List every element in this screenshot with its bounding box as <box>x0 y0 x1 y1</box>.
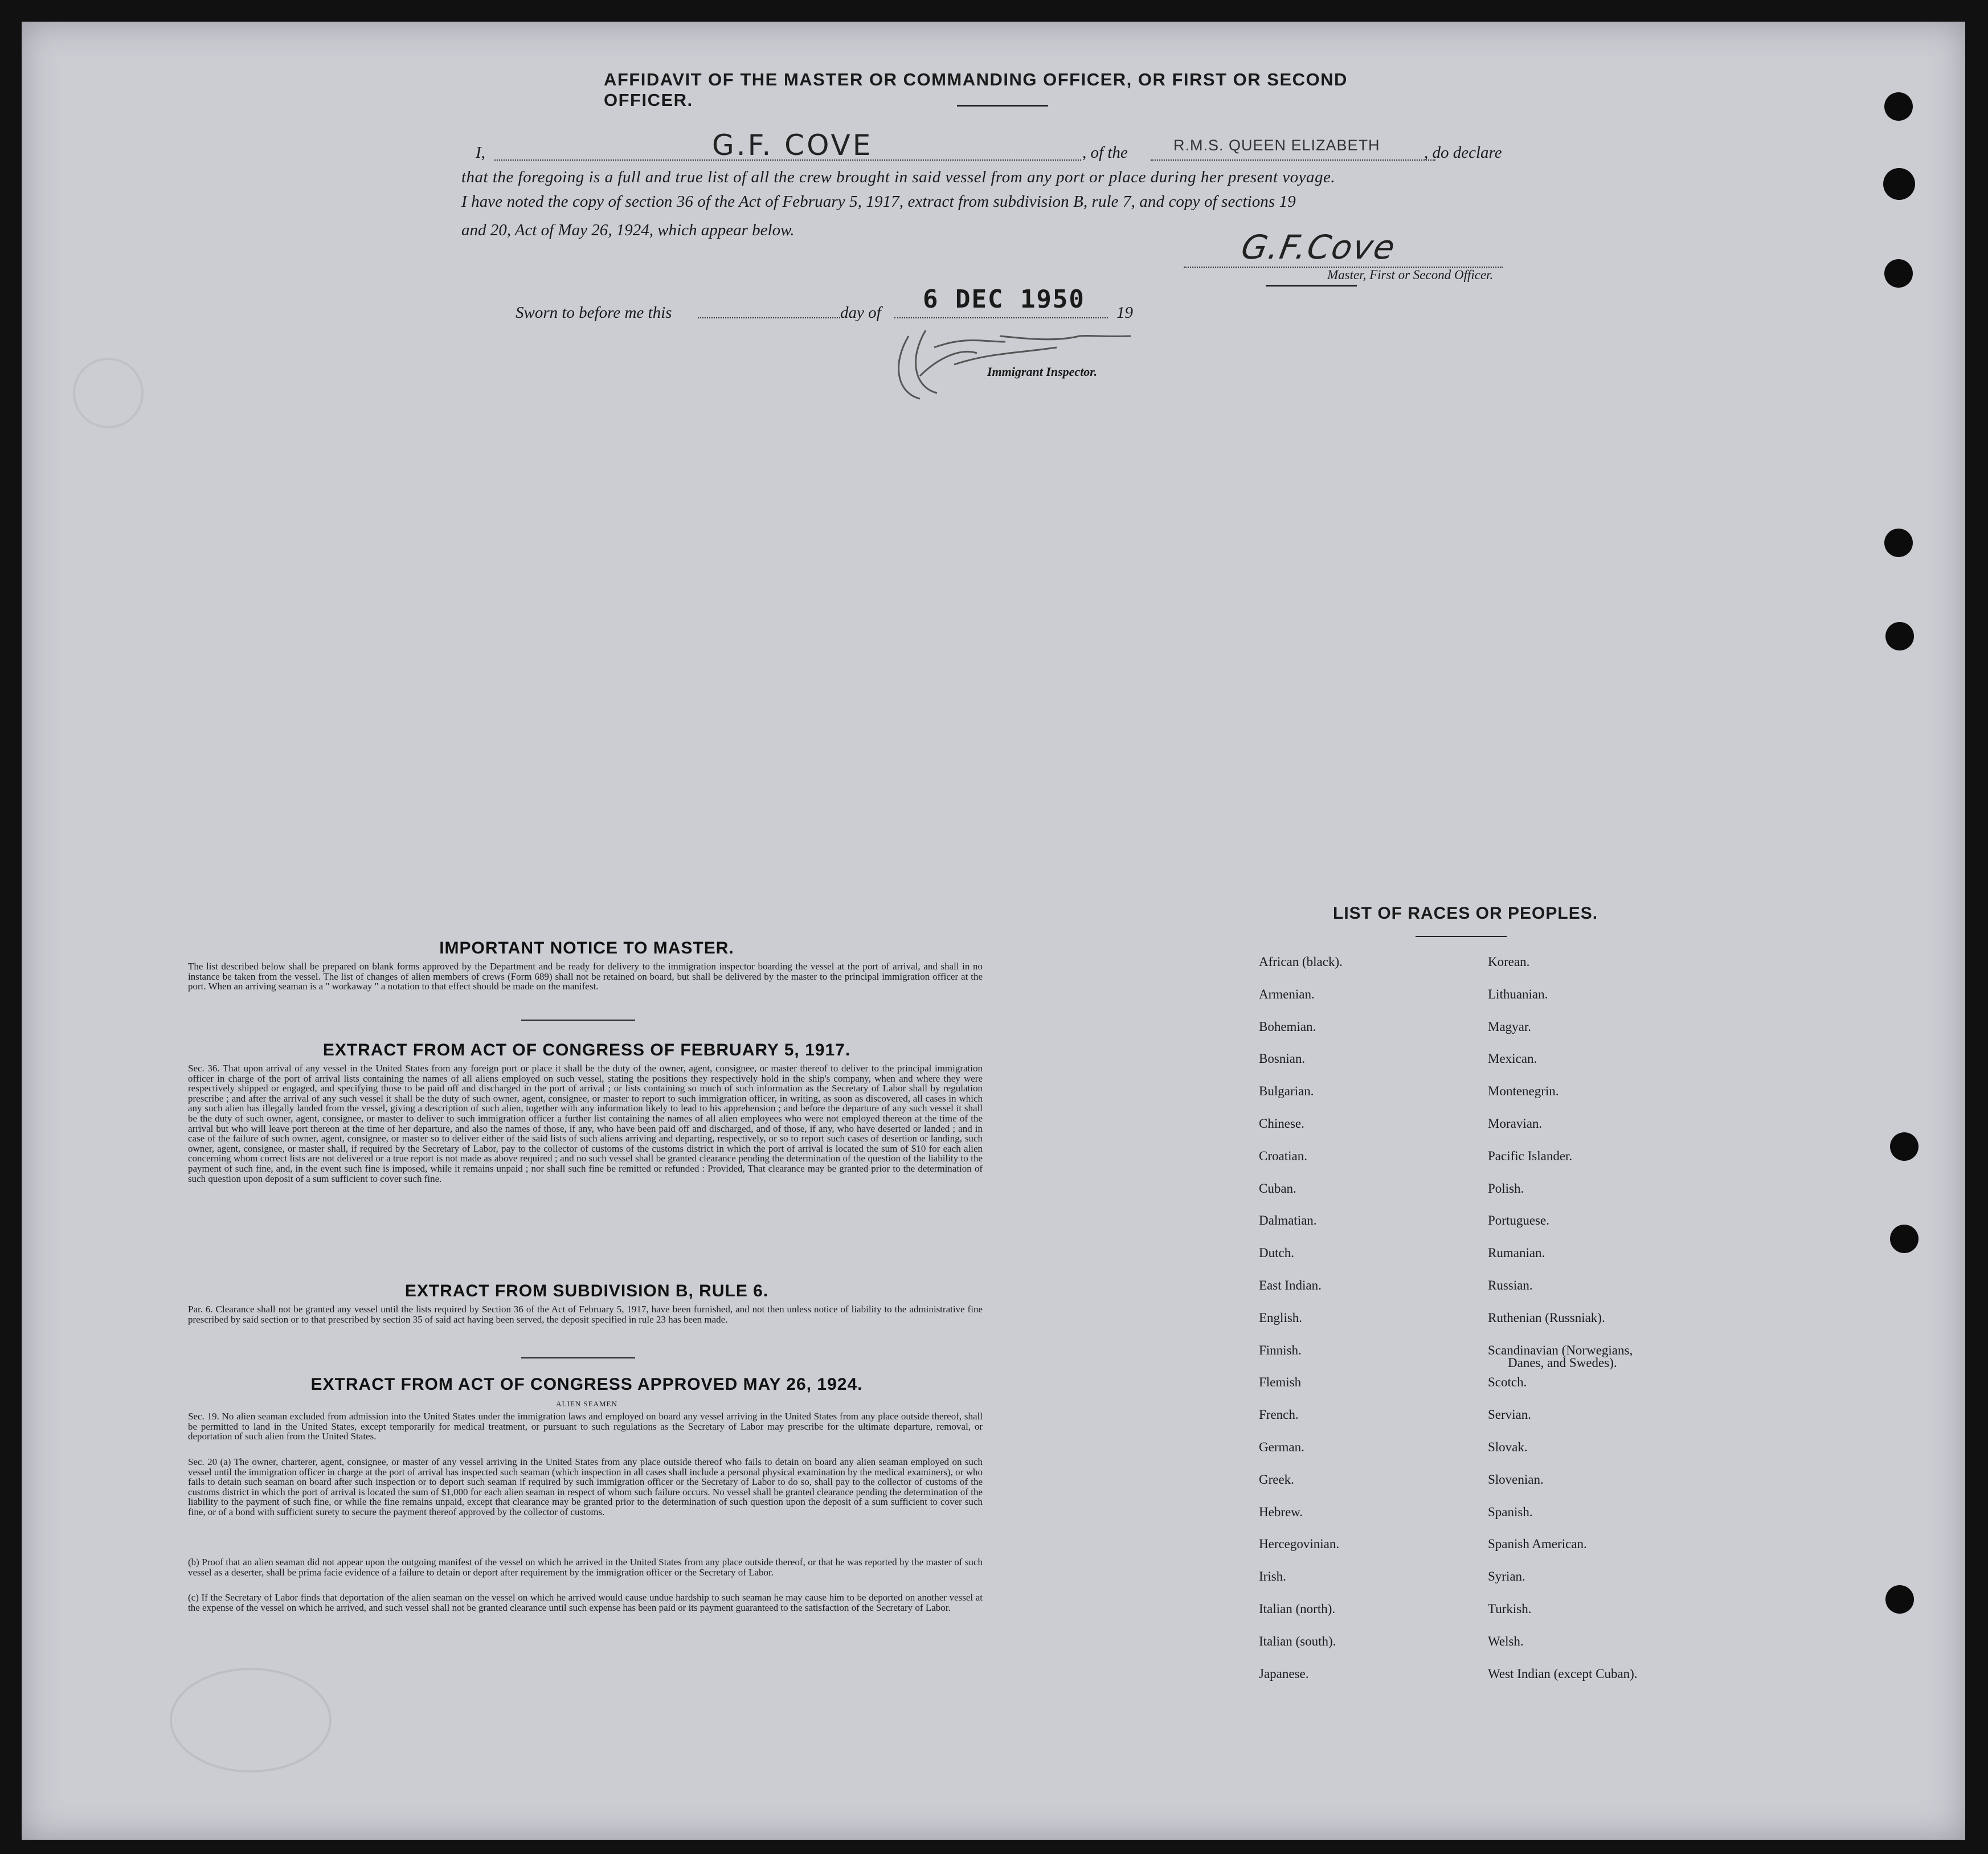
binder-hole <box>1884 529 1913 557</box>
binder-hole <box>1884 259 1913 288</box>
race-item: West Indian (except Cuban). <box>1488 1666 1638 1681</box>
date-stamp: 6 DEC 1950 <box>923 285 1085 314</box>
name-handwritten: G.F. COVE <box>712 129 873 162</box>
races-title: LIST OF RACES OR PEOPLES. <box>1333 904 1598 923</box>
race-item: Spanish. <box>1488 1504 1533 1519</box>
master-signature: G.F.Cove <box>1238 228 1399 267</box>
races-divider <box>1416 936 1507 937</box>
race-item: Irish. <box>1259 1569 1286 1584</box>
affidavit-title: AFFIDAVIT OF THE MASTER OR COMMANDING OFFICER, OR FIRST OR SECOND OFFICER. <box>604 69 1348 110</box>
faint-stamp-mark <box>165 1663 336 1777</box>
race-item: Dalmatian. <box>1259 1213 1317 1228</box>
alien-seamen-subtitle: ALIEN SEAMEN <box>556 1399 617 1408</box>
race-item: Finnish. <box>1259 1343 1302 1357</box>
declaration-line-2: I have noted the copy of section 36 of the Act of February 5, 1917, extract from subdivision B, rule 7, and copy of sections 19 <box>461 193 1296 211</box>
race-item: Rumanian. <box>1488 1246 1545 1260</box>
race-item: Mexican. <box>1488 1051 1537 1066</box>
race-item: Armenian. <box>1259 987 1315 1001</box>
race-item: Japanese. <box>1259 1666 1309 1681</box>
race-item: Bulgarian. <box>1259 1084 1314 1099</box>
race-item: Lithuanian. <box>1488 987 1548 1001</box>
scandinavian-continuation: Danes, and Swedes). <box>1508 1356 1617 1370</box>
vessel-line <box>1151 159 1435 161</box>
inspector-signature <box>886 313 1136 404</box>
sec20a-body: Sec. 20 (a) The owner, charterer, agent, consignee, or master of any vessel arriving in the United States from any place outside thereof who fails to detain on board any alien seaman employed on such vessel until the immigration officer in charge at the port of arrival has inspected such seaman (which inspection in all cases shall include a personal physical examination by the medical examiners), or who fails to detain such seaman on board after such inspection or to deport such seaman if required by such immigration officer or the Secretary of Labor to do so, shall pay to the collector of customs of the customs district in which the port of arrival is located the sum of $1,000 for each alien seaman in respect of whom such failure occurs. No vessel shall be granted clearance pending the determination of the liability to the payment of such fine, or while the fine remains unpaid, except that clearance may be granted prior to the determination of such question upon the deposit of a sum sufficient to cover such fine, or of a bond with sufficient surety to secure the payment thereof approved by the collector of customs. <box>188 1456 983 1517</box>
race-item: Greek. <box>1259 1472 1294 1487</box>
binder-hole <box>1890 1225 1919 1253</box>
vessel-name: R.M.S. QUEEN ELIZABETH <box>1173 137 1380 154</box>
race-item: English. <box>1259 1310 1303 1325</box>
binder-hole <box>1890 1132 1919 1161</box>
race-item: Slovenian. <box>1488 1472 1544 1487</box>
race-item: Montenegrin. <box>1488 1084 1559 1099</box>
sworn-day-line <box>698 317 840 318</box>
race-item: Russian. <box>1488 1278 1533 1292</box>
sec20b-body: (b) Proof that an alien seaman did not appear upon the outgoing manifest of the vessel on which he arrived in the United States from any place outside thereof, or that he was reported by the master of such vessel as a deserter, shall be prima facie evidence of a failure to detain or deport after requirement by the immigration officer or the Secretary of Labor. <box>188 1557 983 1578</box>
declaration-line-1: that the foregoing is a full and true list of all the crew brought in said vessel from any port or place during her present voyage. <box>461 168 1336 186</box>
race-item: Moravian. <box>1488 1116 1543 1131</box>
signature-caption: Master, First or Second Officer. <box>1327 268 1494 282</box>
race-item: Croatian. <box>1259 1148 1307 1163</box>
i-label: I, <box>476 144 485 162</box>
race-item: Dutch. <box>1259 1246 1294 1260</box>
race-item: Korean. <box>1488 955 1530 969</box>
declaration-line-3: and 20, Act of May 26, 1924, which appear below. <box>461 221 795 239</box>
year-suffix: 19 <box>1116 304 1133 322</box>
race-item: Servian. <box>1488 1407 1532 1422</box>
race-item: Italian (south). <box>1259 1634 1336 1648</box>
race-item: East Indian. <box>1259 1278 1322 1292</box>
do-declare: , do declare <box>1424 144 1502 162</box>
binder-hole <box>1883 168 1915 200</box>
race-item: Spanish American. <box>1488 1537 1587 1552</box>
signature-underline <box>1266 285 1357 287</box>
race-item: Magyar. <box>1488 1019 1532 1034</box>
binder-hole <box>1884 92 1913 121</box>
race-item: Welsh. <box>1488 1634 1524 1648</box>
race-item: Portuguese. <box>1488 1213 1549 1228</box>
race-item: Polish. <box>1488 1181 1524 1196</box>
extract-rule6-body: Par. 6. Clearance shall not be granted any vessel until the lists required by Section 36 of the Act of February 5, 1917, have been furnished, and not then unless notice of liability to the administrative fine prescribed by said section or to that prescribed by section 35 of said act having been served, the deposit specified in rule 23 has been made. <box>188 1304 983 1325</box>
race-item: Bosnian. <box>1259 1051 1306 1066</box>
race-item: Scotch. <box>1488 1375 1527 1390</box>
race-item: Cuban. <box>1259 1181 1296 1196</box>
inspector-caption: Immigrant Inspector. <box>987 365 1098 379</box>
race-item: Bohemian. <box>1259 1019 1316 1034</box>
title-divider <box>957 105 1048 107</box>
sworn-label: Sworn to before me this <box>516 304 672 322</box>
race-item: Italian (north). <box>1259 1602 1336 1616</box>
extract-1917-body: Sec. 36. That upon arrival of any vessel in the United States from any foreign port or place it shall be the duty of the owner, agent, consignee, or master thereof to deliver to the principal immigration officer in charge of the port of arrival lists containing the names of all aliens employed on such vessel, stating the positions they respectively hold in the ship's company, when and where they were respectively shipped or engaged, and specifying those to be paid off and discharged in the port of arrival ; or lists containing so much of such information as the Secretary of Labor shall by regulation prescribe ; and after the arrival of any such vessel it shall be the duty of such owner, agent, consignee, or master to report to such immigration officer, in writing, as soon as discovered, all cases in which any such alien has illegally landed from the vessel, giving a description of such alien, together with any information likely to lead to his apprehension ; and before the departure of any such vessel it shall be the duty of such owner, agent, consignee, or master to deliver to such immigration officer a further list containing the names of all alien employees who were not employed thereon at the time of the arrival but who will leave port thereon at the time of her departure, and also the names of those, if any, who have been paid off and discharged, and of those, if any, who have deserted or landed ; and in case of the failure of such owner, agent, consignee, or master so to deliver either of the said lists of such aliens arriving and departing, respectively, or so to report such cases of desertion or landing, such owner, agent, consignee, or master shall, if required by the Secretary of Labor, pay to the collector of customs of the customs district in which the port of arrival is located the sum of $10 for each alien concerning whom correct lists are not delivered or a true report is not made as above required ; and no such vessel shall be granted clearance pending the determination of the question of the liability to the payment of such fine, and, in the event such fine is imposed, while it remains unpaid ; nor shall such fine be remitted or refunded : Provided, That clearance may be granted prior to the determination of such question upon deposit of a sum sufficient to cover such fine. <box>188 1063 983 1184</box>
race-item: Hercegovinian. <box>1259 1537 1340 1552</box>
extract-rule6-title: EXTRACT FROM SUBDIVISION B, RULE 6. <box>404 1282 769 1300</box>
extract-1917-title: EXTRACT FROM ACT OF CONGRESS OF FEBRUARY 5, 1917. <box>322 1041 851 1059</box>
faint-stamp-mark <box>68 353 148 433</box>
binder-hole <box>1885 622 1914 650</box>
race-item: Turkish. <box>1488 1602 1532 1616</box>
day-of-label: day of <box>840 304 881 322</box>
rule6-divider <box>521 1357 635 1358</box>
race-item: German. <box>1259 1440 1304 1454</box>
race-item: African (black). <box>1259 955 1343 969</box>
race-item: French. <box>1259 1407 1299 1422</box>
race-item: Flemish <box>1259 1375 1302 1390</box>
notice-title: IMPORTANT NOTICE TO MASTER. <box>439 939 734 957</box>
race-item: Scandinavian (Norwegians, <box>1488 1343 1633 1357</box>
race-item: Hebrew. <box>1259 1504 1303 1519</box>
race-item: Syrian. <box>1488 1569 1525 1584</box>
binder-hole <box>1885 1585 1914 1614</box>
race-item: Ruthenian (Russniak). <box>1488 1310 1605 1325</box>
race-item: Chinese. <box>1259 1116 1304 1131</box>
notice-divider <box>521 1020 635 1021</box>
notice-body: The list described below shall be prepared on blank forms approved by the Department and be ready for delivery to the immigration inspector boarding the vessel at the port of arrival, and shall in no instance be taken from the vessel. The list of changes of alien members of crews (Form 689) shall not be retained on board, but shall be delivered by the master to the principal immigration officer at the port. When an arriving seaman is a " workaway " a notation to that effect should be made on the manifest. <box>188 961 983 992</box>
race-item: Pacific Islander. <box>1488 1148 1573 1163</box>
extract-1924-title: EXTRACT FROM ACT OF CONGRESS APPROVED MAY 26, 1924. <box>310 1375 863 1394</box>
sec19-body: Sec. 19. No alien seaman excluded from admission into the United States under the immigration laws and employed on board any vessel arriving in the United States from any place outside thereof, shall be permitted to land in the United States, except temporarily for medical treatment, or pursuant to such regulations as the Secretary of Labor may prescribe for the ultimate departure, removal, or deportation of such alien from the United States. <box>188 1411 983 1442</box>
sec20c-body: (c) If the Secretary of Labor finds that deportation of the alien seaman on the vessel on which he arrived would cause undue hardship to such seaman he may cause him to be deported on another vessel at the expense of the vessel on which he arrived, and such vessel shall not be granted clearance until such expense has been paid or its payment guaranteed to the satisfaction of the Secretary of Labor. <box>188 1592 983 1613</box>
race-item: Slovak. <box>1488 1440 1528 1454</box>
of-the-label: , of the <box>1082 144 1128 162</box>
